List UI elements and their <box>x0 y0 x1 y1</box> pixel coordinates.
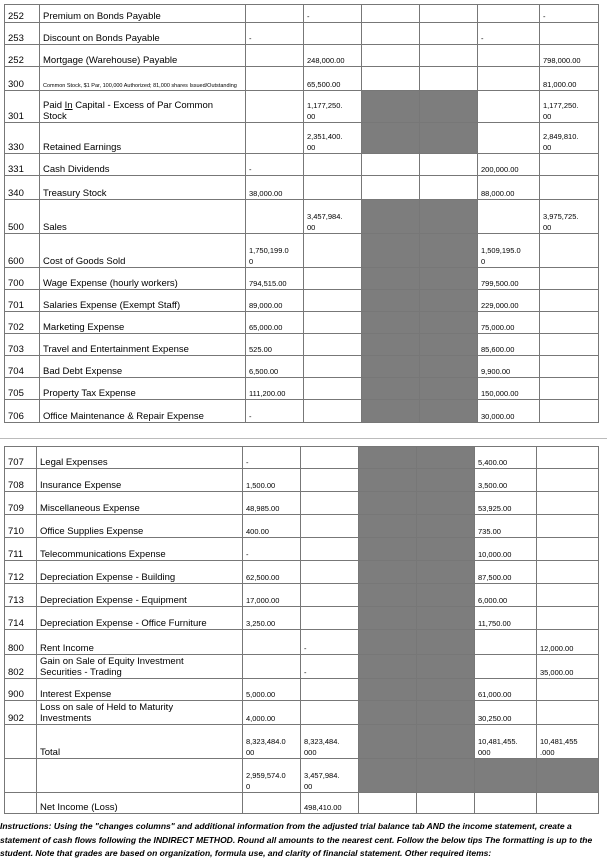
debit-adjusted: 1,750,199.0 0 <box>246 234 304 268</box>
debit-adjusted: 8,323,484.0 00 <box>243 725 301 759</box>
credit-adjusted: 248,000.00 <box>304 45 362 67</box>
credit-current <box>540 154 599 176</box>
credit-adjusted: 3,457,984. 00 <box>301 759 359 793</box>
change-credit <box>420 334 478 356</box>
change-credit <box>420 200 478 234</box>
debit-adjusted <box>246 67 304 91</box>
account-number: 708 <box>5 469 37 492</box>
credit-current <box>540 268 599 290</box>
account-name <box>37 759 243 793</box>
debit-adjusted: - <box>246 400 304 423</box>
table-row <box>5 469 599 492</box>
account-name: Depreciation Expense - Equipment <box>37 584 243 607</box>
debit-current <box>478 45 540 67</box>
account-number: 700 <box>5 268 40 290</box>
credit-current <box>540 334 599 356</box>
credit-adjusted <box>304 23 362 45</box>
change-debit <box>359 515 417 538</box>
change-credit <box>417 447 475 469</box>
change-credit <box>417 759 475 793</box>
table-row <box>5 607 599 630</box>
credit-current <box>537 679 599 701</box>
debit-current: 53,925.00 <box>475 492 537 515</box>
debit-adjusted <box>243 630 301 655</box>
debit-adjusted <box>243 793 301 814</box>
credit-adjusted: 65,500.00 <box>304 67 362 91</box>
account-number: 902 <box>5 701 37 725</box>
debit-adjusted: - <box>243 447 301 469</box>
debit-current <box>478 123 540 154</box>
account-number: 704 <box>5 356 40 378</box>
debit-adjusted: 5,000.00 <box>243 679 301 701</box>
account-name: Loss on sale of Held to Maturity Investments <box>37 701 243 725</box>
credit-adjusted: - <box>301 655 359 679</box>
table-row <box>5 515 599 538</box>
credit-adjusted <box>304 234 362 268</box>
change-debit <box>362 400 420 423</box>
credit-current <box>537 469 599 492</box>
account-number <box>5 725 37 759</box>
change-debit <box>362 268 420 290</box>
change-credit <box>420 5 478 23</box>
credit-adjusted <box>301 679 359 701</box>
change-credit <box>420 123 478 154</box>
change-debit <box>359 584 417 607</box>
debit-current: 30,000.00 <box>478 400 540 423</box>
account-number: 331 <box>5 154 40 176</box>
debit-current: 799,500.00 <box>478 268 540 290</box>
credit-current: - <box>540 5 599 23</box>
credit-current <box>540 400 599 423</box>
debit-current: 85,600.00 <box>478 334 540 356</box>
table-row <box>5 701 599 725</box>
debit-current: 1,509,195.0 0 <box>478 234 540 268</box>
account-number <box>5 759 37 793</box>
change-debit <box>362 378 420 400</box>
account-number: 253 <box>5 23 40 45</box>
credit-adjusted <box>301 469 359 492</box>
debit-adjusted: 48,985.00 <box>243 492 301 515</box>
change-debit <box>362 356 420 378</box>
table-row <box>5 123 599 154</box>
credit-current <box>537 584 599 607</box>
change-credit <box>420 176 478 200</box>
credit-current <box>537 492 599 515</box>
change-debit <box>362 200 420 234</box>
debit-adjusted <box>246 200 304 234</box>
credit-current <box>537 515 599 538</box>
account-number: 500 <box>5 200 40 234</box>
account-number: 252 <box>5 45 40 67</box>
debit-adjusted: 17,000.00 <box>243 584 301 607</box>
change-debit <box>362 312 420 334</box>
debit-current: 87,500.00 <box>475 561 537 584</box>
change-credit <box>417 561 475 584</box>
change-debit <box>359 793 417 814</box>
change-debit <box>359 492 417 515</box>
change-credit <box>420 378 478 400</box>
account-name: Mortgage (Warehouse) Payable <box>40 45 246 67</box>
credit-adjusted <box>304 378 362 400</box>
account-name: Rent Income <box>37 630 243 655</box>
table-row <box>5 334 599 356</box>
debit-adjusted <box>246 5 304 23</box>
change-credit <box>420 268 478 290</box>
page-separator <box>0 438 607 443</box>
account-name: Marketing Expense <box>40 312 246 334</box>
account-number: 600 <box>5 234 40 268</box>
change-credit <box>417 607 475 630</box>
debit-adjusted: 65,000.00 <box>246 312 304 334</box>
credit-current <box>540 312 599 334</box>
credit-current: 2,849,810. 00 <box>540 123 599 154</box>
trial-balance-table-bottom <box>4 446 599 814</box>
credit-adjusted: 8,323,484. 000 <box>301 725 359 759</box>
change-debit <box>362 23 420 45</box>
account-name: Depreciation Expense - Building <box>37 561 243 584</box>
change-debit <box>359 630 417 655</box>
debit-adjusted: - <box>246 23 304 45</box>
change-credit <box>420 400 478 423</box>
debit-current: 229,000.00 <box>478 290 540 312</box>
account-name: Net Income (Loss) <box>37 793 243 814</box>
credit-current: 1,177,250. 00 <box>540 91 599 123</box>
debit-adjusted: 89,000.00 <box>246 290 304 312</box>
change-credit <box>417 492 475 515</box>
account-name: Bad Debt Expense <box>40 356 246 378</box>
account-name: Common Stock, $1 Par, 100,000 Authorized; 81,000 shares Issued/Outstanding <box>40 67 246 91</box>
debit-adjusted: 794,515.00 <box>246 268 304 290</box>
account-number: 707 <box>5 447 37 469</box>
debit-adjusted: 111,200.00 <box>246 378 304 400</box>
change-debit <box>362 123 420 154</box>
credit-current: 35,000.00 <box>537 655 599 679</box>
instructions-text: Instructions: Using the "changes columns" and additional information from the adjusted trial balance tab AND the income statement, create a statement of cash flows following the INDIRECT METHOD. Round all amounts to the nearest cent. Follow the below tips The formatting is up to the student. Note that grades are based on organization, formula use, and clarity of financial statement. Other required items: <box>0 821 593 858</box>
debit-current <box>475 793 537 814</box>
account-name: Premium on Bonds Payable <box>40 5 246 23</box>
change-debit <box>362 91 420 123</box>
account-number: 711 <box>5 538 37 561</box>
account-name: Interest Expense <box>37 679 243 701</box>
account-name: Wage Expense (hourly workers) <box>40 268 246 290</box>
account-name: Cost of Goods Sold <box>40 234 246 268</box>
change-debit <box>359 469 417 492</box>
change-debit <box>362 67 420 91</box>
credit-adjusted: 1,177,250. 00 <box>304 91 362 123</box>
change-debit <box>359 561 417 584</box>
credit-adjusted <box>301 701 359 725</box>
credit-adjusted <box>304 400 362 423</box>
change-credit <box>417 584 475 607</box>
table-row <box>5 312 599 334</box>
account-name: Office Maintenance & Repair Expense <box>40 400 246 423</box>
change-credit <box>420 234 478 268</box>
change-debit <box>359 701 417 725</box>
debit-current: 735.00 <box>475 515 537 538</box>
table-row <box>5 356 599 378</box>
debit-adjusted: 62,500.00 <box>243 561 301 584</box>
credit-adjusted <box>301 447 359 469</box>
credit-current: 12,000.00 <box>537 630 599 655</box>
debit-adjusted: 400.00 <box>243 515 301 538</box>
debit-current <box>478 200 540 234</box>
table-row <box>5 447 599 469</box>
change-debit <box>362 5 420 23</box>
debit-adjusted: 1,500.00 <box>243 469 301 492</box>
credit-current <box>537 561 599 584</box>
account-name: Legal Expenses <box>37 447 243 469</box>
account-name: Depreciation Expense - Office Furniture <box>37 607 243 630</box>
debit-current: 150,000.00 <box>478 378 540 400</box>
credit-adjusted <box>304 290 362 312</box>
credit-current <box>537 793 599 814</box>
account-name: Telecommunications Expense <box>37 538 243 561</box>
table-row <box>5 561 599 584</box>
credit-adjusted <box>304 268 362 290</box>
table-row <box>5 268 599 290</box>
account-name: Total <box>37 725 243 759</box>
debit-current: 75,000.00 <box>478 312 540 334</box>
table-row <box>5 91 599 123</box>
debit-adjusted: - <box>243 538 301 561</box>
credit-current <box>540 176 599 200</box>
change-credit <box>417 655 475 679</box>
account-name: Cash Dividends <box>40 154 246 176</box>
account-number: 710 <box>5 515 37 538</box>
debit-current: 200,000.00 <box>478 154 540 176</box>
credit-adjusted <box>301 515 359 538</box>
change-debit <box>359 655 417 679</box>
account-number: 300 <box>5 67 40 91</box>
debit-current: 5,400.00 <box>475 447 537 469</box>
debit-adjusted <box>243 655 301 679</box>
credit-current <box>537 701 599 725</box>
account-number: 702 <box>5 312 40 334</box>
credit-adjusted <box>301 584 359 607</box>
debit-current: 3,500.00 <box>475 469 537 492</box>
account-name: Travel and Entertainment Expense <box>40 334 246 356</box>
change-credit <box>420 312 478 334</box>
account-number <box>5 793 37 814</box>
account-name: Property Tax Expense <box>40 378 246 400</box>
change-debit <box>362 334 420 356</box>
account-name: Discount on Bonds Payable <box>40 23 246 45</box>
debit-current: 88,000.00 <box>478 176 540 200</box>
credit-adjusted <box>304 334 362 356</box>
credit-adjusted: - <box>304 5 362 23</box>
account-name: Salaries Expense (Exempt Staff) <box>40 290 246 312</box>
account-name: Retained Earnings <box>40 123 246 154</box>
change-credit <box>417 793 475 814</box>
account-number: 709 <box>5 492 37 515</box>
credit-current <box>540 356 599 378</box>
debit-current <box>478 67 540 91</box>
credit-adjusted: - <box>301 630 359 655</box>
credit-current <box>540 290 599 312</box>
change-credit <box>420 290 478 312</box>
credit-current: 81,000.00 <box>540 67 599 91</box>
credit-current: 10,481,455 .000 <box>537 725 599 759</box>
change-debit <box>359 447 417 469</box>
account-number: 705 <box>5 378 40 400</box>
debit-current <box>478 91 540 123</box>
credit-current: 3,975,725. 00 <box>540 200 599 234</box>
change-credit <box>417 469 475 492</box>
table-row <box>5 655 599 679</box>
credit-adjusted: 498,410.00 <box>301 793 359 814</box>
debit-current: 6,000.00 <box>475 584 537 607</box>
account-name: Office Supplies Expense <box>37 515 243 538</box>
trial-balance-table-top <box>4 4 599 423</box>
debit-adjusted: 6,500.00 <box>246 356 304 378</box>
debit-current: 30,250.00 <box>475 701 537 725</box>
account-name: Treasury Stock <box>40 176 246 200</box>
table-row <box>5 234 599 268</box>
table-row <box>5 45 599 67</box>
credit-adjusted: 2,351,400. 00 <box>304 123 362 154</box>
table-row <box>5 492 599 515</box>
change-debit <box>362 45 420 67</box>
account-number: 712 <box>5 561 37 584</box>
change-credit <box>417 679 475 701</box>
account-number: 340 <box>5 176 40 200</box>
debit-adjusted <box>246 123 304 154</box>
change-credit <box>417 701 475 725</box>
debit-adjusted: 2,959,574.0 0 <box>243 759 301 793</box>
table-row <box>5 538 599 561</box>
table-row <box>5 154 599 176</box>
debit-current: 10,481,455. 000 <box>475 725 537 759</box>
debit-adjusted <box>246 45 304 67</box>
table-row <box>5 759 599 793</box>
account-number: 714 <box>5 607 37 630</box>
table-row <box>5 679 599 701</box>
debit-adjusted: 525.00 <box>246 334 304 356</box>
table-row <box>5 378 599 400</box>
credit-current <box>537 538 599 561</box>
change-debit <box>359 538 417 561</box>
debit-current: 9,900.00 <box>478 356 540 378</box>
account-name: Miscellaneous Expense <box>37 492 243 515</box>
change-credit <box>420 67 478 91</box>
table-row <box>5 630 599 655</box>
table-row <box>5 67 599 91</box>
change-debit <box>362 234 420 268</box>
table-row <box>5 793 599 814</box>
change-credit <box>417 515 475 538</box>
debit-adjusted: - <box>246 154 304 176</box>
debit-current <box>475 630 537 655</box>
account-name: Paid In Capital - Excess of Par Common Stock <box>40 91 246 123</box>
table-row <box>5 725 599 759</box>
account-number: 800 <box>5 630 37 655</box>
debit-current <box>478 5 540 23</box>
credit-adjusted <box>304 176 362 200</box>
credit-current <box>540 23 599 45</box>
debit-current: 61,000.00 <box>475 679 537 701</box>
credit-adjusted <box>304 154 362 176</box>
account-number: 301 <box>5 91 40 123</box>
credit-adjusted: 3,457,984. 00 <box>304 200 362 234</box>
change-debit <box>362 290 420 312</box>
table-row <box>5 290 599 312</box>
credit-current <box>537 759 599 793</box>
change-credit <box>420 356 478 378</box>
account-number: 802 <box>5 655 37 679</box>
debit-adjusted <box>246 91 304 123</box>
change-debit <box>359 679 417 701</box>
credit-adjusted <box>301 538 359 561</box>
change-debit <box>359 725 417 759</box>
credit-current <box>537 607 599 630</box>
change-debit <box>362 176 420 200</box>
change-credit <box>420 154 478 176</box>
credit-adjusted <box>304 312 362 334</box>
table-row <box>5 400 599 423</box>
table-row <box>5 584 599 607</box>
change-debit <box>362 154 420 176</box>
account-number: 252 <box>5 5 40 23</box>
change-debit <box>359 759 417 793</box>
account-name: Gain on Sale of Equity Investment Securities - Trading <box>37 655 243 679</box>
account-number: 701 <box>5 290 40 312</box>
change-credit <box>420 45 478 67</box>
account-number: 900 <box>5 679 37 701</box>
credit-adjusted <box>304 356 362 378</box>
account-name: Sales <box>40 200 246 234</box>
credit-current <box>540 378 599 400</box>
debit-current: - <box>478 23 540 45</box>
table-row <box>5 5 599 23</box>
debit-adjusted: 3,250.00 <box>243 607 301 630</box>
change-credit <box>417 538 475 561</box>
credit-adjusted <box>301 607 359 630</box>
table-row <box>5 23 599 45</box>
account-number: 330 <box>5 123 40 154</box>
credit-current: 798,000.00 <box>540 45 599 67</box>
credit-adjusted <box>301 561 359 584</box>
credit-current <box>537 447 599 469</box>
change-credit <box>420 91 478 123</box>
change-credit <box>420 23 478 45</box>
change-debit <box>359 607 417 630</box>
credit-adjusted <box>301 492 359 515</box>
debit-current: 10,000.00 <box>475 538 537 561</box>
debit-current <box>475 655 537 679</box>
account-number: 703 <box>5 334 40 356</box>
debit-current <box>475 759 537 793</box>
debit-current: 11,750.00 <box>475 607 537 630</box>
table-row <box>5 200 599 234</box>
account-name: Insurance Expense <box>37 469 243 492</box>
debit-adjusted: 38,000.00 <box>246 176 304 200</box>
credit-current <box>540 234 599 268</box>
change-credit <box>417 725 475 759</box>
debit-adjusted: 4,000.00 <box>243 701 301 725</box>
table-row <box>5 176 599 200</box>
account-number: 706 <box>5 400 40 423</box>
account-number: 713 <box>5 584 37 607</box>
change-credit <box>417 630 475 655</box>
